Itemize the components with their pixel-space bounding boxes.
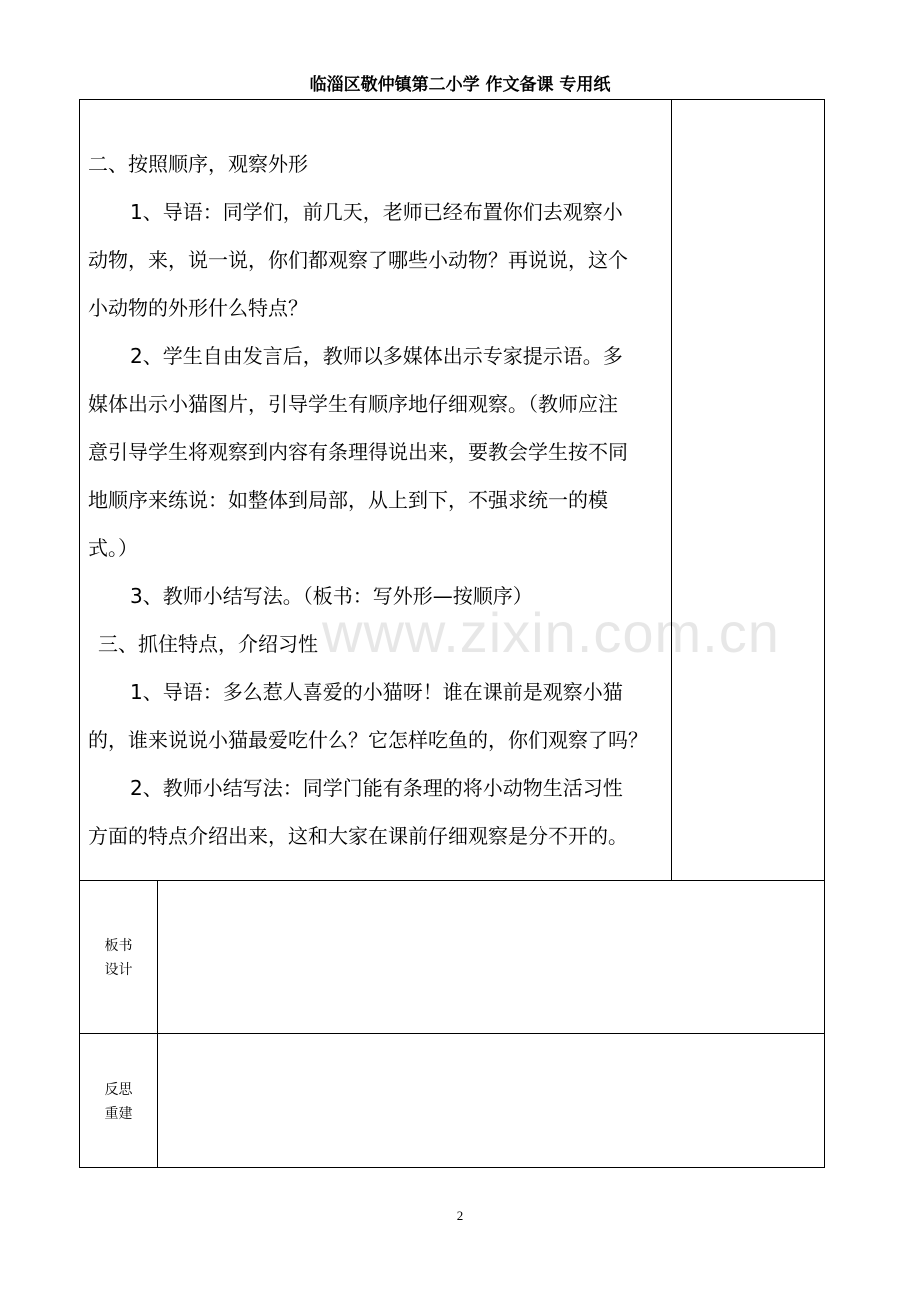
content-paragraph-line: 三、抓住特点，介绍习性 xyxy=(98,632,318,656)
content-paragraph-line: 地顺序来练说：如整体到局部，从上到下，不强求统一的模 xyxy=(88,488,608,512)
content-paragraph-line: 方面的特点介绍出来，这和大家在课前仔细观察是分不开的。 xyxy=(88,824,628,848)
board-reflection-divider xyxy=(79,1033,825,1034)
content-paragraph-line: 2、教师小结写法：同学门能有条理的将小动物生活习性 xyxy=(130,776,623,800)
content-paragraph-line: 式。） xyxy=(88,536,138,560)
lesson-content xyxy=(88,140,668,860)
content-paragraph-line: 的，谁来说说小猫最爱吃什么？它怎样吃鱼的，你们观察了吗？ xyxy=(88,728,648,752)
content-paragraph-line: 2、学生自由发言后，教师以多媒体出示专家提示语。多 xyxy=(130,344,623,368)
content-paragraph-line: 二、按照顺序，观察外形 xyxy=(88,152,308,176)
content-paragraph-line: 小动物的外形什么特点？ xyxy=(88,296,308,320)
content-section-divider xyxy=(79,880,825,881)
content-paragraph-line: 1、导语：同学们，前几天，老师已经布置你们去观察小 xyxy=(130,200,623,224)
content-paragraph-line: 动物，来，说一说，你们都观察了哪些小动物？再说说，这个 xyxy=(88,248,628,272)
board-design-label-line2: 设计 xyxy=(104,962,133,978)
reflection-label-line2: 重建 xyxy=(104,1106,133,1122)
notes-column-divider xyxy=(671,99,672,881)
label-column-divider xyxy=(157,880,158,1168)
watermark-text: www.zixin.com.cn xyxy=(322,601,780,664)
reflection-label-line1: 反思 xyxy=(104,1082,133,1098)
content-paragraph-line: 媒体出示小猫图片，引导学生有顺序地仔细观察。（教师应注 xyxy=(88,392,618,416)
content-paragraph-line: 意引导学生将观察到内容有条理得说出来，要教会学生按不同 xyxy=(88,440,628,464)
content-paragraph-line: 1、导语：多么惹人喜爱的小猫呀！谁在课前是观察小猫 xyxy=(130,680,623,704)
page-header-title: 临淄区敬仲镇第二小学 作文备课 专用纸 xyxy=(309,75,611,95)
reflection-label xyxy=(80,1078,157,1126)
board-design-label xyxy=(80,934,157,982)
page-number: 2 xyxy=(456,1208,464,1223)
content-paragraph-line: 3、教师小结写法。（板书：写外形—按顺序） xyxy=(130,584,533,608)
board-design-label-line1: 板书 xyxy=(104,938,133,954)
